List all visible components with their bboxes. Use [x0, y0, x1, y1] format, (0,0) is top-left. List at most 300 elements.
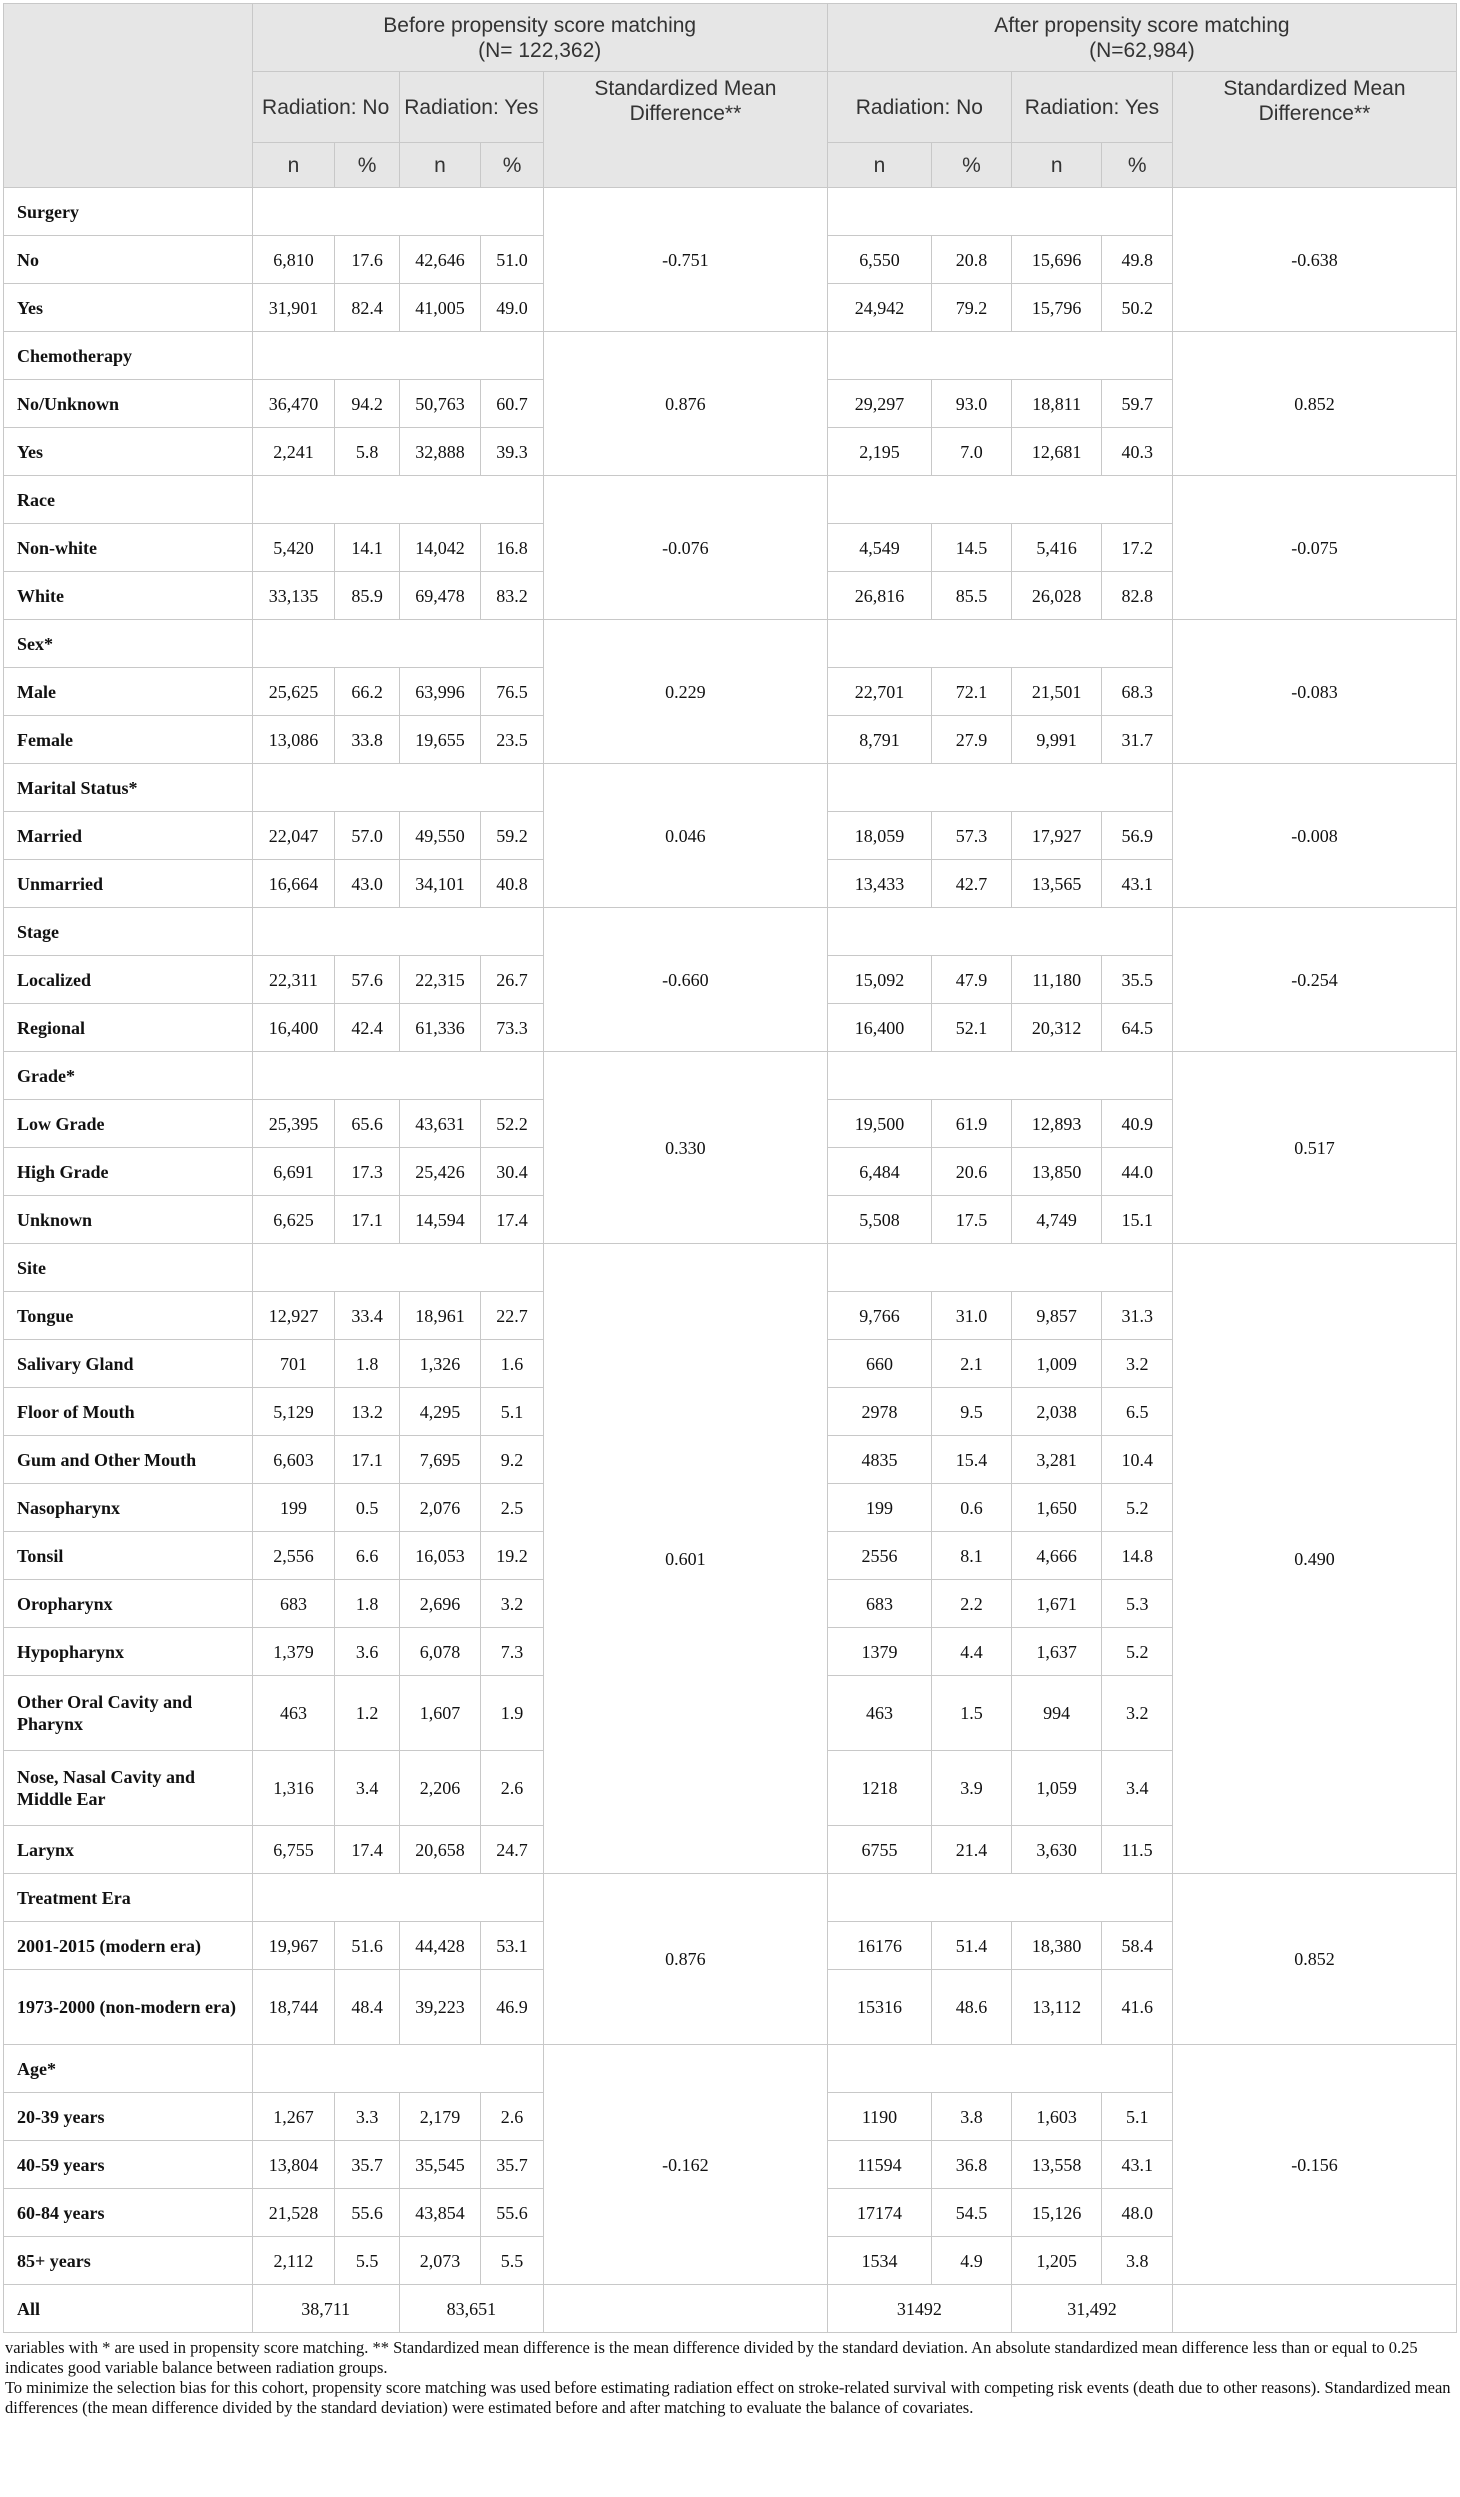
after-value: 1,637: [1011, 1628, 1102, 1676]
before-value: 14,594: [399, 1196, 480, 1244]
after-value: 15.4: [932, 1436, 1012, 1484]
after-value: 2.1: [932, 1340, 1012, 1388]
after-value: 72.1: [932, 668, 1012, 716]
after-value: 7.0: [932, 428, 1012, 476]
empty-cell: [252, 1874, 543, 1922]
before-value: 9.2: [481, 1436, 544, 1484]
header-after-radiation-no: Radiation: No: [827, 72, 1011, 143]
empty-cell: [827, 1874, 1172, 1922]
before-value: 3.6: [335, 1628, 399, 1676]
header-n: n: [1011, 143, 1102, 188]
before-value: 17.1: [335, 1196, 399, 1244]
after-value: 11594: [827, 2141, 931, 2189]
before-value: 36,470: [252, 380, 335, 428]
after-value: 683: [827, 1580, 931, 1628]
after-value: 41.6: [1102, 1970, 1173, 2045]
after-value: 9,766: [827, 1292, 931, 1340]
smd-after: -0.638: [1172, 188, 1456, 332]
after-value: 15,796: [1011, 284, 1102, 332]
after-value: 3.4: [1102, 1751, 1173, 1826]
smd-after: -0.075: [1172, 476, 1456, 620]
after-value: 29,297: [827, 380, 931, 428]
before-value: 1.2: [335, 1676, 399, 1751]
before-value: 51.6: [335, 1922, 399, 1970]
before-value: 25,625: [252, 668, 335, 716]
smd-before: -0.660: [544, 908, 828, 1052]
before-value: 39.3: [481, 428, 544, 476]
empty-cell: [252, 476, 543, 524]
smd-before: 0.601: [544, 1244, 828, 1874]
before-value: 31,901: [252, 284, 335, 332]
before-value: 17.4: [481, 1196, 544, 1244]
header-group-after-n: (N=62,984): [1089, 38, 1195, 62]
empty-cell: [252, 1244, 543, 1292]
before-value: 1.8: [335, 1340, 399, 1388]
row-label: 40-59 years: [4, 2141, 253, 2189]
after-value: 20.8: [932, 236, 1012, 284]
section-header-row: [4, 1244, 1457, 1292]
row-label: 85+ years: [4, 2237, 253, 2285]
row-label: 60-84 years: [4, 2189, 253, 2237]
after-value: 8,791: [827, 716, 931, 764]
after-value: 15.1: [1102, 1196, 1173, 1244]
row-label: Nasopharynx: [4, 1484, 253, 1532]
after-value: 49.8: [1102, 236, 1173, 284]
after-value: 13,850: [1011, 1148, 1102, 1196]
after-value: 15,092: [827, 956, 931, 1004]
row-label: No/Unknown: [4, 380, 253, 428]
section-header-row: [4, 764, 1457, 812]
before-value: 2.5: [481, 1484, 544, 1532]
section-label: Site: [4, 1244, 253, 1292]
after-value: 3.2: [1102, 1340, 1173, 1388]
before-value: 701: [252, 1340, 335, 1388]
after-value: 27.9: [932, 716, 1012, 764]
section-label: Sex*: [4, 620, 253, 668]
before-value: 33.8: [335, 716, 399, 764]
before-value: 2,073: [399, 2237, 480, 2285]
after-value: 2978: [827, 1388, 931, 1436]
header-before-smd: Standardized Mean Difference**: [544, 72, 828, 188]
empty-cell: [827, 908, 1172, 956]
before-value: 26.7: [481, 956, 544, 1004]
after-value: 1,059: [1011, 1751, 1102, 1826]
after-value: 5,508: [827, 1196, 931, 1244]
before-value: 0.5: [335, 1484, 399, 1532]
after-value: 5.2: [1102, 1628, 1173, 1676]
before-value: 48.4: [335, 1970, 399, 2045]
before-value: 41,005: [399, 284, 480, 332]
before-value: 1,607: [399, 1676, 480, 1751]
before-value: 82.4: [335, 284, 399, 332]
smd-after: 0.852: [1172, 332, 1456, 476]
section-header-row: [4, 908, 1457, 956]
before-value: 2,179: [399, 2093, 480, 2141]
after-value: 4.9: [932, 2237, 1012, 2285]
row-label: Unknown: [4, 1196, 253, 1244]
before-value: 1.8: [335, 1580, 399, 1628]
after-value: 13,558: [1011, 2141, 1102, 2189]
before-value: 17.3: [335, 1148, 399, 1196]
before-value: 94.2: [335, 380, 399, 428]
after-value: 17,927: [1011, 812, 1102, 860]
after-value: 9.5: [932, 1388, 1012, 1436]
after-value: 3.8: [932, 2093, 1012, 2141]
before-value: 13,086: [252, 716, 335, 764]
after-value: 40.9: [1102, 1100, 1173, 1148]
before-value: 49,550: [399, 812, 480, 860]
after-value: 31.3: [1102, 1292, 1173, 1340]
after-value: 17174: [827, 2189, 931, 2237]
before-value: 17.1: [335, 1436, 399, 1484]
before-value: 3.3: [335, 2093, 399, 2141]
row-label: All: [4, 2285, 253, 2333]
row-label: Salivary Gland: [4, 1340, 253, 1388]
after-value: 14.5: [932, 524, 1012, 572]
after-value: 85.5: [932, 572, 1012, 620]
after-value: 1,671: [1011, 1580, 1102, 1628]
after-value: 2.2: [932, 1580, 1012, 1628]
after-value: 61.9: [932, 1100, 1012, 1148]
row-label: Tonsil: [4, 1532, 253, 1580]
section-header-row: [4, 2045, 1457, 2093]
row-label: Yes: [4, 284, 253, 332]
header-before-radiation-yes: Radiation: Yes: [399, 72, 543, 143]
row-label: No: [4, 236, 253, 284]
before-value: 33,135: [252, 572, 335, 620]
after-value: 5,416: [1011, 524, 1102, 572]
smd-after: 0.490: [1172, 1244, 1456, 1874]
before-value: 6,810: [252, 236, 335, 284]
after-value: 52.1: [932, 1004, 1012, 1052]
header-pct: %: [481, 143, 544, 188]
row-label: Nose, Nasal Cavity and Middle Ear: [4, 1751, 253, 1826]
after-value: 48.6: [932, 1970, 1012, 2045]
after-total-yes: 31,492: [1011, 2285, 1172, 2333]
before-value: 42.4: [335, 1004, 399, 1052]
before-value: 13,804: [252, 2141, 335, 2189]
header-before-radiation-no: Radiation: No: [252, 72, 399, 143]
before-value: 44,428: [399, 1922, 480, 1970]
after-value: 48.0: [1102, 2189, 1173, 2237]
before-value: 4,295: [399, 1388, 480, 1436]
before-value: 1.9: [481, 1676, 544, 1751]
smd-after: 0.852: [1172, 1874, 1456, 2045]
smd-before: 0.046: [544, 764, 828, 908]
before-value: 5.8: [335, 428, 399, 476]
section-header-row: [4, 188, 1457, 236]
before-value: 61,336: [399, 1004, 480, 1052]
before-value: 2,696: [399, 1580, 480, 1628]
after-value: 12,681: [1011, 428, 1102, 476]
after-value: 1218: [827, 1751, 931, 1826]
row-label: 1973-2000 (non-modern era): [4, 1970, 253, 2045]
before-value: 6,603: [252, 1436, 335, 1484]
row-label: Oropharynx: [4, 1580, 253, 1628]
empty-cell: [544, 2285, 828, 2333]
after-value: 19,500: [827, 1100, 931, 1148]
before-value: 2,556: [252, 1532, 335, 1580]
after-value: 20,312: [1011, 1004, 1102, 1052]
before-value: 18,961: [399, 1292, 480, 1340]
after-value: 31.7: [1102, 716, 1173, 764]
footnote-method: To minimize the selection bias for this cohort, propensity score matching was used before estimating radiation effect on stroke-related survival with competing risk events (death due to other reasons). Standardized mean differences (the mean difference divided by the standard deviation) were estimated before and after matching to evaluate the balance of covariates.: [5, 2378, 1451, 2417]
row-label: Yes: [4, 428, 253, 476]
before-value: 33.4: [335, 1292, 399, 1340]
row-label: Gum and Other Mouth: [4, 1436, 253, 1484]
section-label: Treatment Era: [4, 1874, 253, 1922]
header-group-before-label: Before propensity score matching: [383, 13, 697, 37]
after-value: 93.0: [932, 380, 1012, 428]
after-value: 5.1: [1102, 2093, 1173, 2141]
before-value: 6,755: [252, 1826, 335, 1874]
smd-before: 0.876: [544, 1874, 828, 2045]
after-value: 5.2: [1102, 1484, 1173, 1532]
before-value: 2.6: [481, 2093, 544, 2141]
before-value: 55.6: [335, 2189, 399, 2237]
before-value: 25,395: [252, 1100, 335, 1148]
before-value: 60.7: [481, 380, 544, 428]
header-group-before-n: (N= 122,362): [478, 38, 602, 62]
before-value: 52.2: [481, 1100, 544, 1148]
empty-cell: [827, 332, 1172, 380]
before-value: 17.6: [335, 236, 399, 284]
after-value: 21,501: [1011, 668, 1102, 716]
after-value: 43.1: [1102, 860, 1173, 908]
header-corner: [4, 4, 253, 188]
before-value: 12,927: [252, 1292, 335, 1340]
after-value: 9,857: [1011, 1292, 1102, 1340]
header-n: n: [399, 143, 480, 188]
after-value: 18,059: [827, 812, 931, 860]
before-value: 66.2: [335, 668, 399, 716]
after-value: 16176: [827, 1922, 931, 1970]
after-value: 54.5: [932, 2189, 1012, 2237]
row-label: High Grade: [4, 1148, 253, 1196]
empty-cell: [252, 908, 543, 956]
row-label: Regional: [4, 1004, 253, 1052]
before-value: 46.9: [481, 1970, 544, 2045]
after-value: 15316: [827, 1970, 931, 2045]
table-body: [4, 188, 1457, 2333]
after-value: 6755: [827, 1826, 931, 1874]
before-value: 16.8: [481, 524, 544, 572]
after-value: 15,126: [1011, 2189, 1102, 2237]
before-value: 6,078: [399, 1628, 480, 1676]
before-value: 19,967: [252, 1922, 335, 1970]
header-group-after: [827, 4, 1456, 72]
before-value: 16,053: [399, 1532, 480, 1580]
after-value: 1,603: [1011, 2093, 1102, 2141]
header-group-after-label: After propensity score matching: [994, 13, 1290, 37]
row-label: Male: [4, 668, 253, 716]
after-value: 47.9: [932, 956, 1012, 1004]
after-value: 68.3: [1102, 668, 1173, 716]
smd-after: -0.083: [1172, 620, 1456, 764]
before-value: 19,655: [399, 716, 480, 764]
section-label: Surgery: [4, 188, 253, 236]
empty-cell: [827, 764, 1172, 812]
before-value: 16,400: [252, 1004, 335, 1052]
row-label: 20-39 years: [4, 2093, 253, 2141]
empty-cell: [252, 1052, 543, 1100]
before-value: 30.4: [481, 1148, 544, 1196]
before-value: 2.6: [481, 1751, 544, 1826]
before-value: 14,042: [399, 524, 480, 572]
row-label: White: [4, 572, 253, 620]
before-value: 21,528: [252, 2189, 335, 2237]
after-value: 44.0: [1102, 1148, 1173, 1196]
after-value: 40.3: [1102, 428, 1173, 476]
after-value: 4,749: [1011, 1196, 1102, 1244]
before-value: 1.6: [481, 1340, 544, 1388]
empty-cell: [827, 476, 1172, 524]
after-value: 10.4: [1102, 1436, 1173, 1484]
before-value: 5.1: [481, 1388, 544, 1436]
after-value: 18,811: [1011, 380, 1102, 428]
header-group-before: [252, 4, 827, 72]
before-value: 5,129: [252, 1388, 335, 1436]
footnote-variables: variables with * are used in propensity score matching. ** Standardized mean difference is the mean difference divided by the standard deviation. An absolute standardized mean difference less than or equal to 0.25 indicates good variable balance between radiation groups.: [5, 2338, 1418, 2377]
after-value: 36.8: [932, 2141, 1012, 2189]
after-value: 15,696: [1011, 236, 1102, 284]
smd-before: -0.162: [544, 2045, 828, 2285]
after-total-no: 31492: [827, 2285, 1011, 2333]
before-value: 57.6: [335, 956, 399, 1004]
row-label: Married: [4, 812, 253, 860]
before-value: 6,691: [252, 1148, 335, 1196]
before-value: 63,996: [399, 668, 480, 716]
row-label: Larynx: [4, 1826, 253, 1874]
header-after-smd: Standardized Mean Difference**: [1172, 72, 1456, 188]
after-value: 56.9: [1102, 812, 1173, 860]
empty-cell: [827, 1244, 1172, 1292]
before-value: 42,646: [399, 236, 480, 284]
before-value: 1,316: [252, 1751, 335, 1826]
before-value: 22,047: [252, 812, 335, 860]
row-label: Other Oral Cavity and Pharynx: [4, 1676, 253, 1751]
after-value: 35.5: [1102, 956, 1173, 1004]
before-value: 683: [252, 1580, 335, 1628]
row-label: Localized: [4, 956, 253, 1004]
after-value: 8.1: [932, 1532, 1012, 1580]
before-value: 14.1: [335, 524, 399, 572]
smd-after: -0.008: [1172, 764, 1456, 908]
empty-cell: [252, 332, 543, 380]
characteristics-table: [3, 3, 1457, 2333]
before-total-yes: 83,651: [399, 2285, 543, 2333]
section-label: Race: [4, 476, 253, 524]
before-value: 1,267: [252, 2093, 335, 2141]
after-value: 6,484: [827, 1148, 931, 1196]
before-value: 85.9: [335, 572, 399, 620]
before-value: 18,744: [252, 1970, 335, 2045]
after-value: 4,549: [827, 524, 931, 572]
row-label: Hypopharynx: [4, 1628, 253, 1676]
before-value: 83.2: [481, 572, 544, 620]
header-pct: %: [932, 143, 1012, 188]
after-value: 14.8: [1102, 1532, 1173, 1580]
after-value: 24,942: [827, 284, 931, 332]
after-value: 26,028: [1011, 572, 1102, 620]
empty-cell: [827, 620, 1172, 668]
section-header-row: [4, 476, 1457, 524]
after-value: 9,991: [1011, 716, 1102, 764]
after-value: 59.7: [1102, 380, 1173, 428]
before-value: 23.5: [481, 716, 544, 764]
before-value: 6.6: [335, 1532, 399, 1580]
section-header-row: [4, 332, 1457, 380]
after-value: 31.0: [932, 1292, 1012, 1340]
after-value: 3.2: [1102, 1676, 1173, 1751]
after-value: 1190: [827, 2093, 931, 2141]
smd-before: 0.330: [544, 1052, 828, 1244]
row-label: Floor of Mouth: [4, 1388, 253, 1436]
before-value: 35,545: [399, 2141, 480, 2189]
before-value: 59.2: [481, 812, 544, 860]
before-value: 25,426: [399, 1148, 480, 1196]
after-value: 4835: [827, 1436, 931, 1484]
header-after-radiation-yes: Radiation: Yes: [1011, 72, 1172, 143]
section-label: Stage: [4, 908, 253, 956]
header-n: n: [252, 143, 335, 188]
row-label: Unmarried: [4, 860, 253, 908]
before-value: 53.1: [481, 1922, 544, 1970]
smd-after: 0.517: [1172, 1052, 1456, 1244]
before-value: 1,379: [252, 1628, 335, 1676]
empty-cell: [252, 620, 543, 668]
after-value: 6.5: [1102, 1388, 1173, 1436]
after-value: 994: [1011, 1676, 1102, 1751]
after-value: 1,009: [1011, 1340, 1102, 1388]
after-value: 51.4: [932, 1922, 1012, 1970]
before-value: 7.3: [481, 1628, 544, 1676]
after-value: 43.1: [1102, 2141, 1173, 2189]
after-value: 4.4: [932, 1628, 1012, 1676]
header-pct: %: [335, 143, 399, 188]
row-label: Non-white: [4, 524, 253, 572]
before-value: 463: [252, 1676, 335, 1751]
empty-cell: [827, 188, 1172, 236]
section-header-row: [4, 1052, 1457, 1100]
before-value: 40.8: [481, 860, 544, 908]
before-value: 2,206: [399, 1751, 480, 1826]
before-value: 55.6: [481, 2189, 544, 2237]
before-value: 13.2: [335, 1388, 399, 1436]
section-header-row: [4, 620, 1457, 668]
section-label: Grade*: [4, 1052, 253, 1100]
section-label: Age*: [4, 2045, 253, 2093]
empty-cell: [252, 188, 543, 236]
after-value: 2,038: [1011, 1388, 1102, 1436]
row-label: Tongue: [4, 1292, 253, 1340]
smd-after: -0.156: [1172, 2045, 1456, 2285]
table-header: [4, 4, 1457, 188]
after-value: 22,701: [827, 668, 931, 716]
after-value: 3,630: [1011, 1826, 1102, 1874]
before-value: 22.7: [481, 1292, 544, 1340]
before-value: 20,658: [399, 1826, 480, 1874]
header-n: n: [827, 143, 931, 188]
empty-cell: [252, 764, 543, 812]
before-value: 43,631: [399, 1100, 480, 1148]
before-value: 19.2: [481, 1532, 544, 1580]
before-value: 2,241: [252, 428, 335, 476]
before-value: 24.7: [481, 1826, 544, 1874]
after-value: 1534: [827, 2237, 931, 2285]
before-value: 51.0: [481, 236, 544, 284]
section-header-row: [4, 1874, 1457, 1922]
